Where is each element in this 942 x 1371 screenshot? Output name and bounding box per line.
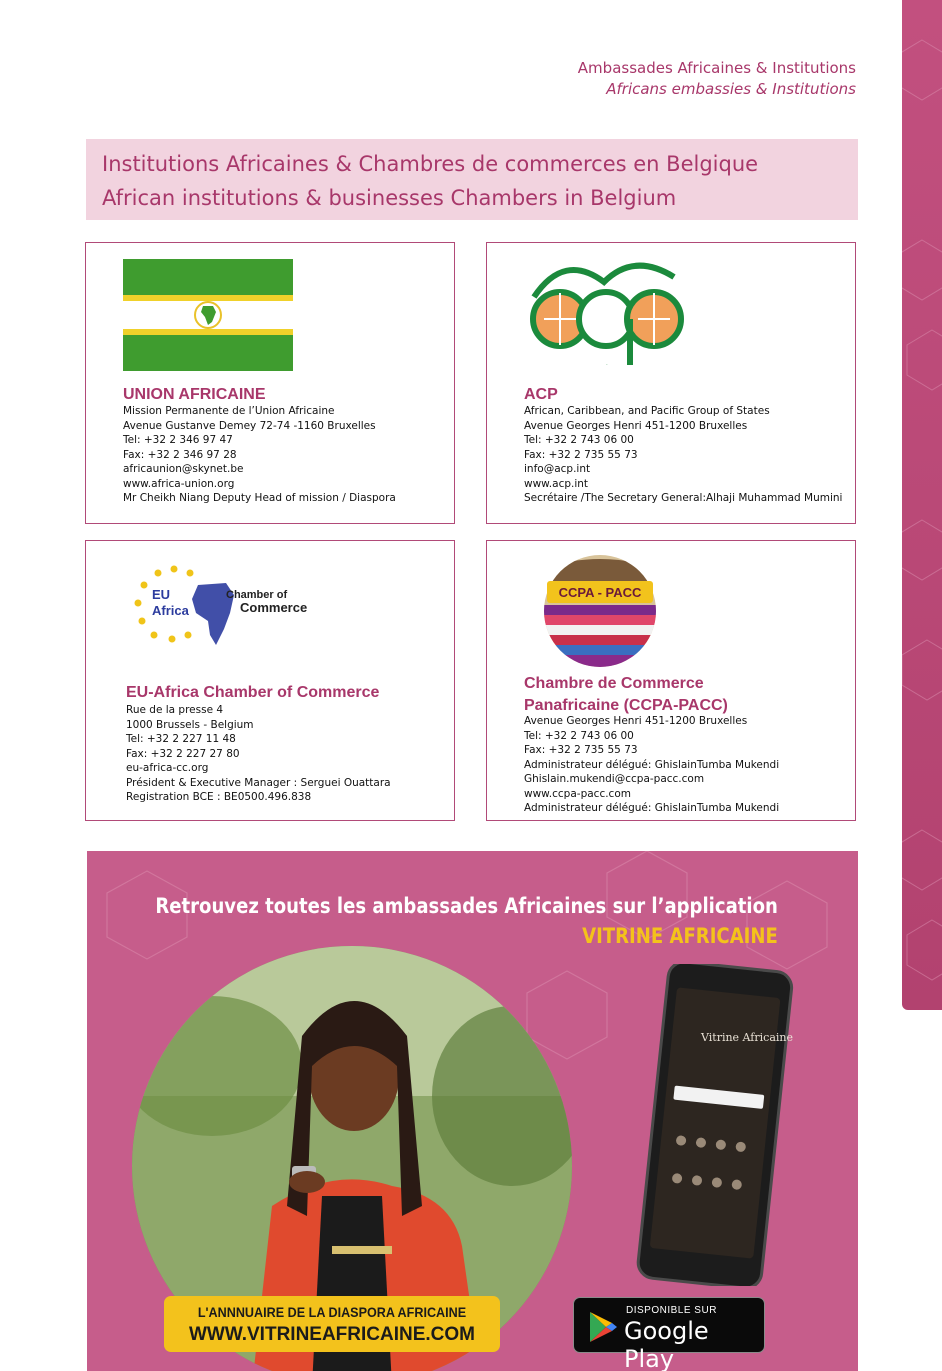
card-line: Rue de la presse 4 (126, 704, 224, 716)
card-email: info@acp.int (524, 463, 591, 475)
card-details (524, 404, 842, 506)
ccpa-logo-text: CCPA - PACC (558, 585, 642, 600)
card-details (123, 404, 396, 506)
card-line: Fax: +32 2 227 27 80 (126, 747, 240, 760)
card-line: Tel: +32 2 743 06 00 (524, 434, 634, 446)
running-header (578, 58, 856, 100)
au-flag-icon (123, 259, 293, 371)
card-title: EU-Africa Chamber of Commerce (126, 684, 380, 701)
card-union-africaine (85, 242, 455, 524)
card-eu-africa-chamber (85, 540, 455, 821)
card-email: africaunion@skynet.be (123, 463, 244, 475)
card-line: Fax: +32 2 735 55 73 (524, 448, 638, 461)
eu-africa-logo-africa: Africa (152, 603, 189, 618)
acp-logo-text: acp (606, 365, 608, 366)
card-line: Administrateur délégué: GhislainTumba Mukendi (524, 802, 780, 814)
running-header-en: Africans embassies & Institutions (606, 80, 856, 98)
google-play-button[interactable] (573, 1297, 765, 1371)
card-line: Avenue Georges Henri 451-1200 Bruxelles (524, 419, 748, 432)
card-website: www.acp.int (524, 477, 589, 490)
section-banner (86, 139, 858, 220)
card-line: Fax: +32 2 735 55 73 (524, 744, 638, 756)
card-line: Avenue Gustanve Demey 72-74 -1160 Bruxelles (123, 419, 376, 432)
card-title: UNION AFRICAINE (123, 386, 266, 403)
promo-banner (87, 851, 858, 1371)
card-line: Registration BCE : BE0500.496.838 (126, 791, 312, 803)
promo-badge-line1: L'ANNNUAIRE DE LA DIASPORA AFRICAINE (197, 1304, 467, 1320)
store-label-small: DISPONIBLE SUR (626, 1305, 717, 1316)
card-line: Avenue Georges Henri 451-1200 Bruxelles (524, 715, 748, 727)
store-label-big: Google Play (624, 1317, 709, 1371)
card-line: Tel: +32 2 743 06 00 (524, 729, 634, 742)
card-line: Mission Permanente de l’Union Africaine (123, 405, 335, 417)
google-play-icon (588, 1311, 618, 1343)
eu-africa-logo-icon (130, 563, 330, 649)
card-title-line1: Chambre de Commerce (524, 675, 704, 692)
card-line: Président & Executive Manager : Serguei Ouattara (126, 776, 391, 789)
section-title-en: African institutions & businesses Chambers in Belgium (102, 186, 677, 210)
card-line: 1000 Brussels - Belgium (126, 718, 254, 731)
side-tab (902, 0, 942, 1010)
card-line: Administrateur délégué: GhislainTumba Mukendi (524, 758, 780, 771)
card-website: eu-africa-cc.org (126, 762, 209, 774)
card-line: African, Caribbean, and Pacific Group of States (524, 405, 770, 417)
card-email: Ghislain.mukendi@ccpa-pacc.com (524, 773, 705, 785)
card-details (126, 703, 391, 805)
eu-africa-logo-commerce: Commerce (240, 600, 308, 615)
section-title-fr: Institutions Africaines & Chambres de commerces en Belgique (102, 152, 759, 176)
card-details (524, 714, 779, 816)
card-title (524, 673, 728, 717)
card-acp (486, 242, 856, 524)
card-ccpa-pacc (486, 540, 856, 821)
card-title-line2: Panafricaine (CCPA-PACC) (524, 697, 728, 714)
card-line: Fax: +32 2 346 97 28 (123, 448, 237, 461)
card-line: Tel: +32 2 227 11 48 (126, 733, 236, 745)
smartphone-icon (635, 964, 795, 1286)
card-line: Tel: +32 2 346 97 47 (123, 434, 233, 446)
eu-africa-logo-chamber: Chamber of (226, 589, 288, 601)
running-header-fr: Ambassades Africaines & Institutions (577, 59, 856, 77)
card-line: Secrétaire /The Secretary General:Alhaji Muhammad Mumini (524, 492, 843, 504)
promo-headline-text: Retrouvez toutes les ambassades Africaines sur l’application (155, 894, 778, 918)
promo-badge-url: WWW.VITRINEAFRICAINE.COM (188, 1324, 476, 1345)
card-line: Mr Cheikh Niang Deputy Head of mission / Diaspora (123, 492, 396, 504)
card-website: www.ccpa-pacc.com (524, 787, 631, 800)
card-website: www.africa-union.org (123, 477, 235, 490)
phone-screen-title: Vitrine Africaine (701, 1031, 793, 1044)
hexagon-pattern-icon (902, 0, 942, 1010)
acp-logo-icon (524, 257, 689, 369)
eu-africa-logo-eu: EU (152, 587, 171, 602)
ccpa-pacc-globe-icon (541, 549, 659, 673)
promo-url-badge[interactable] (164, 1296, 500, 1352)
promo-headline (155, 891, 778, 951)
promo-app-name: VITRINE AFRICAINE (582, 924, 778, 948)
card-title: ACP (524, 386, 558, 403)
